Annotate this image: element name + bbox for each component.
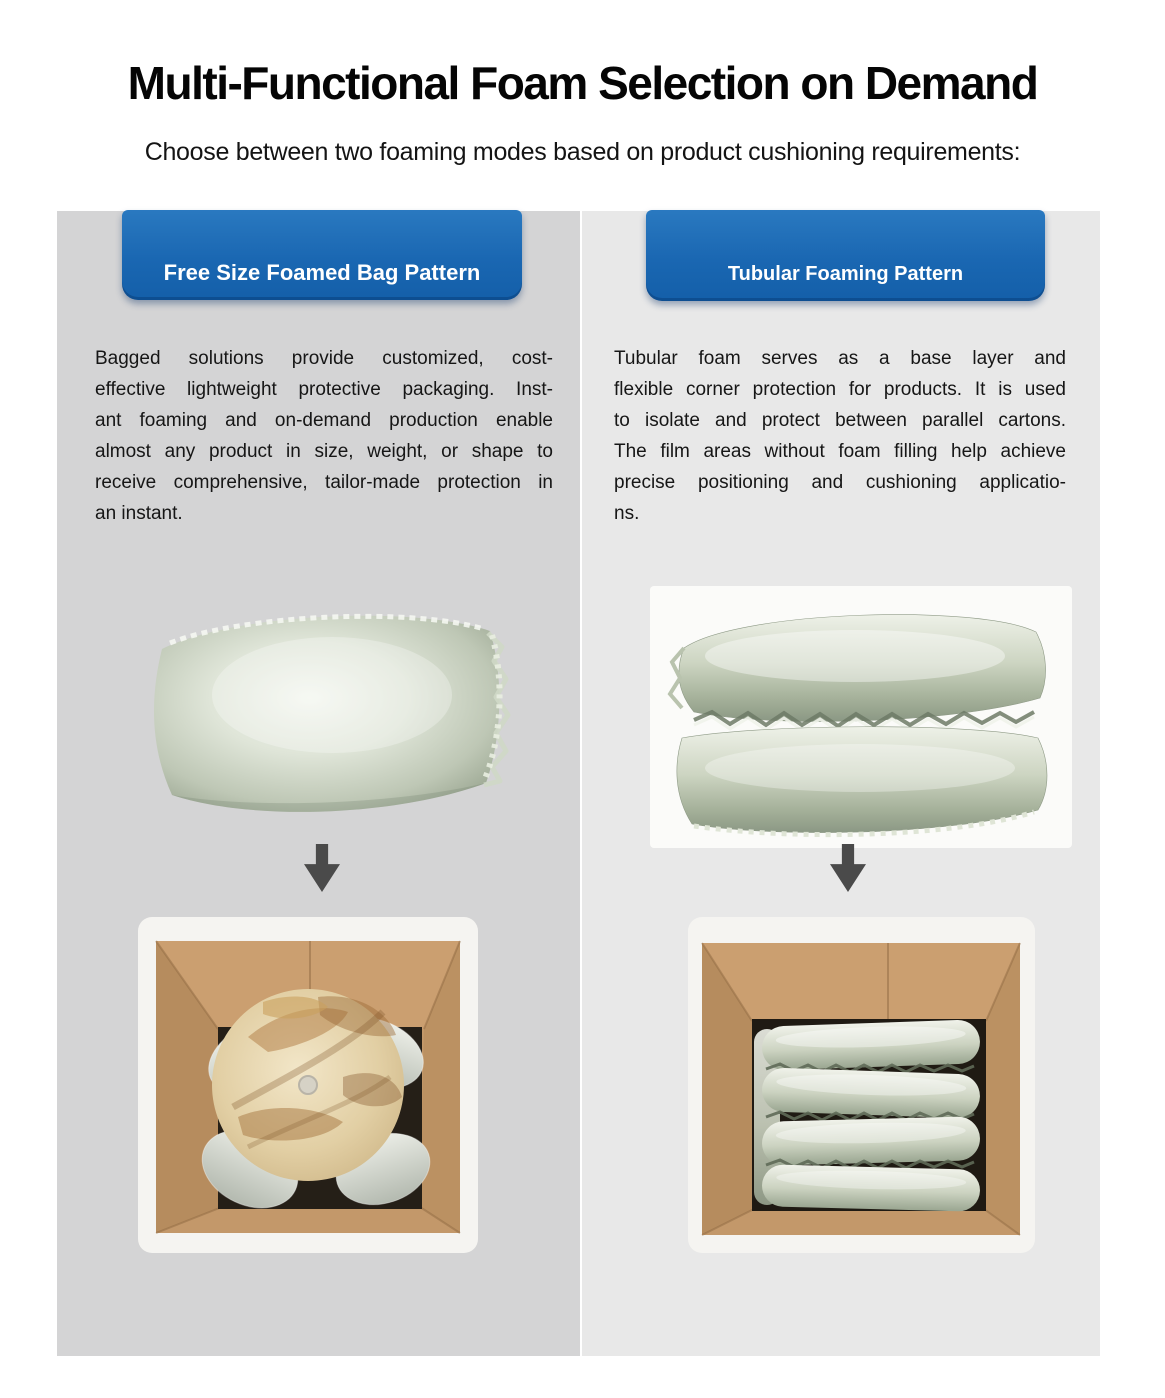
packed-box-tubular-foam-image: [688, 917, 1035, 1253]
free-size-description: [95, 343, 553, 529]
paragraph-line: to isolate and protect between parallel cartons.: [614, 410, 1066, 431]
paragraph-line: The film areas without foam filling help achieve: [614, 441, 1066, 462]
paragraph-line: receive comprehensive, tailor-made protection in: [95, 472, 553, 493]
tubular-pattern-button[interactable]: Tubular Foaming Pattern: [646, 210, 1045, 301]
paragraph-line: an instant.: [95, 503, 183, 524]
free-size-pattern-button[interactable]: Free Size Foamed Bag Pattern: [122, 210, 522, 300]
paragraph-line: Tubular foam serves as a base layer and: [614, 348, 1066, 369]
paragraph-line: flexible corner protection for products. It is used: [614, 379, 1066, 400]
page-title: Multi-Functional Foam Selection on Demand: [127, 57, 1038, 109]
paragraph-line: Bagged solutions provide customized, cost-: [95, 348, 553, 369]
paragraph-line: almost any product in size, weight, or shape to: [95, 441, 553, 462]
page-subtitle: Choose between two foaming modes based on product cushioning requirements:: [144, 138, 1021, 166]
packed-box-foam-bags-image: [138, 917, 478, 1253]
foam-bag-pillow-image: [142, 597, 518, 819]
paragraph-line: ant foaming and on-demand production enable: [95, 410, 553, 431]
paragraph-line: ns.: [614, 503, 640, 524]
paragraph-line: precise positioning and cushioning applicatio-: [614, 472, 1066, 493]
paragraph-line: effective lightweight protective packaging. Inst-: [95, 379, 553, 400]
tubular-description: [614, 343, 1066, 529]
tubular-foam-cushion-image: [650, 586, 1072, 848]
